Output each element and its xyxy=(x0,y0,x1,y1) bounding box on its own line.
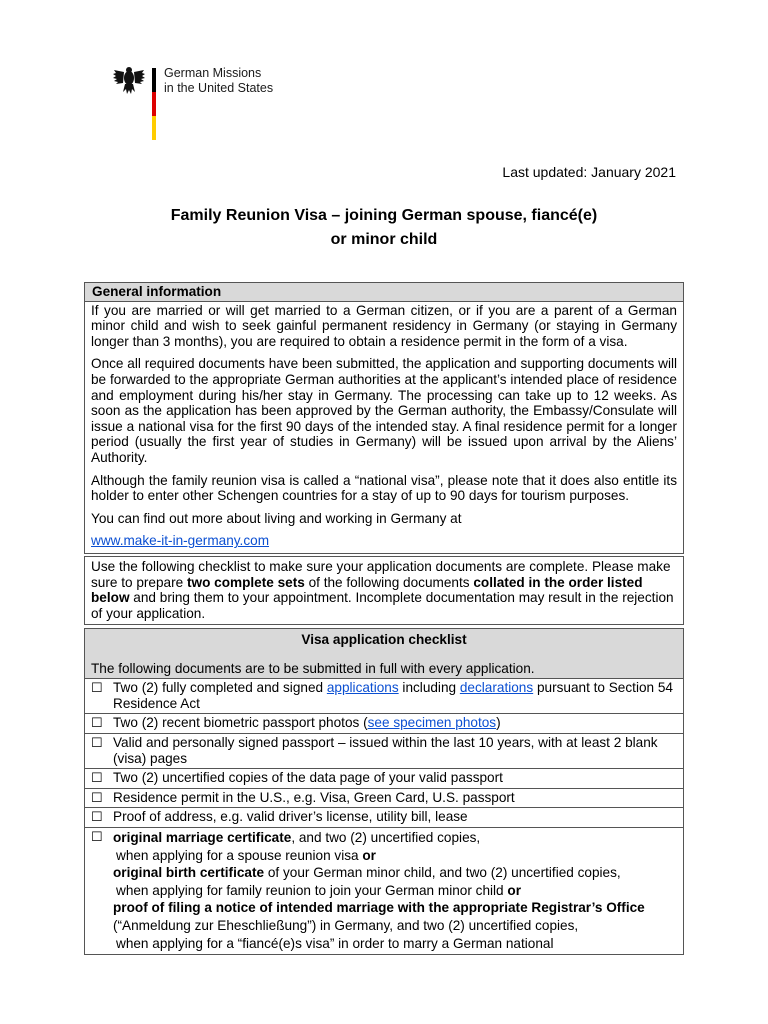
federal-eagle-icon xyxy=(112,64,146,98)
checklist-header xyxy=(85,629,683,679)
item-text-part: , and two (2) uncertified copies, xyxy=(291,829,481,845)
item-text-part: ) xyxy=(496,715,501,731)
item-text-part: including xyxy=(398,680,460,696)
item-text-part: of your German minor child, and two (2) uncertified copies, xyxy=(264,865,621,881)
item-text-part: Two (2) fully completed and signed xyxy=(113,680,327,696)
checkbox[interactable]: ☐ xyxy=(91,734,103,750)
checklist-subheading: The following documents are to be submitted in full with every application. xyxy=(91,660,535,676)
instructions-box xyxy=(84,556,684,625)
checklist-item-text xyxy=(113,680,677,711)
org-name xyxy=(164,66,273,96)
checklist-item-text xyxy=(113,715,677,731)
checkbox[interactable]: ☐ xyxy=(91,680,103,696)
checklist-item-text: Proof of address, e.g. valid driver’s license, utility bill, lease xyxy=(113,809,468,825)
instructions-text xyxy=(85,557,683,624)
checklist-item xyxy=(85,828,683,954)
checklist-item xyxy=(85,734,683,769)
or-label: or xyxy=(507,882,521,898)
checklist-item xyxy=(85,789,683,809)
general-information-heading: General information xyxy=(85,283,683,302)
checklist-item-text: Residence permit in the U.S., e.g. Visa, Green Card, U.S. passport xyxy=(113,789,515,805)
checkbox[interactable]: ☐ xyxy=(91,828,103,844)
flag-stripe-black xyxy=(152,68,156,92)
item-text-part: Two (2) recent biometric passport photos ( xyxy=(113,715,368,731)
instructions-emphasis-1: two complete sets xyxy=(186,574,305,590)
checklist-item xyxy=(85,808,683,828)
checkbox[interactable]: ☐ xyxy=(91,770,103,786)
title-line-2: or minor child xyxy=(330,231,438,248)
instructions-part-2: of the following documents xyxy=(304,574,474,590)
last-updated: Last updated: January 2021 xyxy=(502,164,676,180)
general-paragraph-3: Although the family reunion visa is called a “national visa”, please note that it does also entitle its holder to enter other Schengen countries for a stay of up to 90 days for tourism purposes. xyxy=(91,472,677,504)
marriage-notice-label: proof of filing a notice of intended marriage with the appropriate Registrar’s Office xyxy=(113,900,645,916)
flag-stripe-gold xyxy=(152,116,156,140)
checklist-item-text xyxy=(113,829,677,952)
item-text-part: pursuant to Section 54 Residence Act xyxy=(113,680,673,711)
birth-certificate-label: original birth certificate xyxy=(113,865,265,881)
checkbox[interactable]: ☐ xyxy=(91,789,103,805)
checkbox[interactable]: ☐ xyxy=(91,809,103,825)
applications-link[interactable]: applications xyxy=(326,680,399,696)
checklist-item-text: Valid and personally signed passport – issued within the last 10 years, with at least 2 blank (visa) pages xyxy=(113,734,658,766)
checklist-item xyxy=(85,769,683,789)
flag-bar xyxy=(152,68,156,140)
item-text-part: (“Anmeldung zur Eheschließung”) in Germany, and two (2) uncertified copies, xyxy=(113,917,579,933)
checklist-item xyxy=(85,679,683,714)
title-line-1: Family Reunion Visa – joining German spouse, fiancé(e) xyxy=(170,207,598,224)
checklist-heading: Visa application checklist xyxy=(301,632,467,647)
visa-checklist xyxy=(84,628,684,955)
declarations-link[interactable]: declarations xyxy=(459,680,534,696)
general-paragraph-1: If you are married or will get married to a German citizen, or if you are a parent of a German minor child and wish to seek gainful permanent residency in Germany (or staying in Germany longer than 3 months), you are required to obtain a residence permit in the form of a visa. xyxy=(91,302,677,349)
item-text-part: when applying for family reunion to join your German minor child xyxy=(116,882,508,898)
org-line-1: German Missions xyxy=(164,66,262,80)
make-it-in-germany-link[interactable]: www.make-it-in-germany.com xyxy=(91,533,270,549)
instructions-part-3: and bring them to your appointment. Incomplete documentation may result in the rejection of your application. xyxy=(91,590,674,621)
item-text-part: when applying for a “fiancé(e)s visa” in order to marry a German national xyxy=(116,935,554,951)
general-paragraph-4: You can find out more about living and working in Germany at xyxy=(91,510,462,526)
flag-stripe-red xyxy=(152,92,156,116)
checkbox[interactable]: ☐ xyxy=(91,715,103,731)
specimen-photos-link[interactable]: see specimen photos xyxy=(367,715,497,731)
or-label: or xyxy=(362,847,376,863)
mission-logo xyxy=(112,64,312,144)
general-information-box xyxy=(84,282,684,554)
instructions-part-1: Use the following checklist to make sure your application documents are complete. Please make sure to prepare xyxy=(91,559,671,590)
general-paragraph-2: Once all required documents have been submitted, the application and supporting documents will be forwarded to the appropriate German authorities at the applicant’s intended place of residence and employment during his/her stay in Germany. The processing can take up to 12 weeks. As soon as the application has been approved by the German authority, the Embassy/Consulate will issue a national visa for the first 90 days of the intended stay. A final residence permit for a longer period (usually the first year of studies in Germany) will be issued upon arrival by the Aliens’ Authority. xyxy=(91,356,677,465)
org-line-2: in the United States xyxy=(164,81,274,95)
page-title xyxy=(84,204,684,252)
marriage-certificate-label: original marriage certificate xyxy=(113,829,292,845)
checklist-item xyxy=(85,714,683,734)
item-text-part: when applying for a spouse reunion visa xyxy=(116,847,363,863)
checklist-item-text: Two (2) uncertified copies of the data page of your valid passport xyxy=(113,770,503,786)
instructions-emphasis-2: collated in the order listed below xyxy=(91,574,643,606)
